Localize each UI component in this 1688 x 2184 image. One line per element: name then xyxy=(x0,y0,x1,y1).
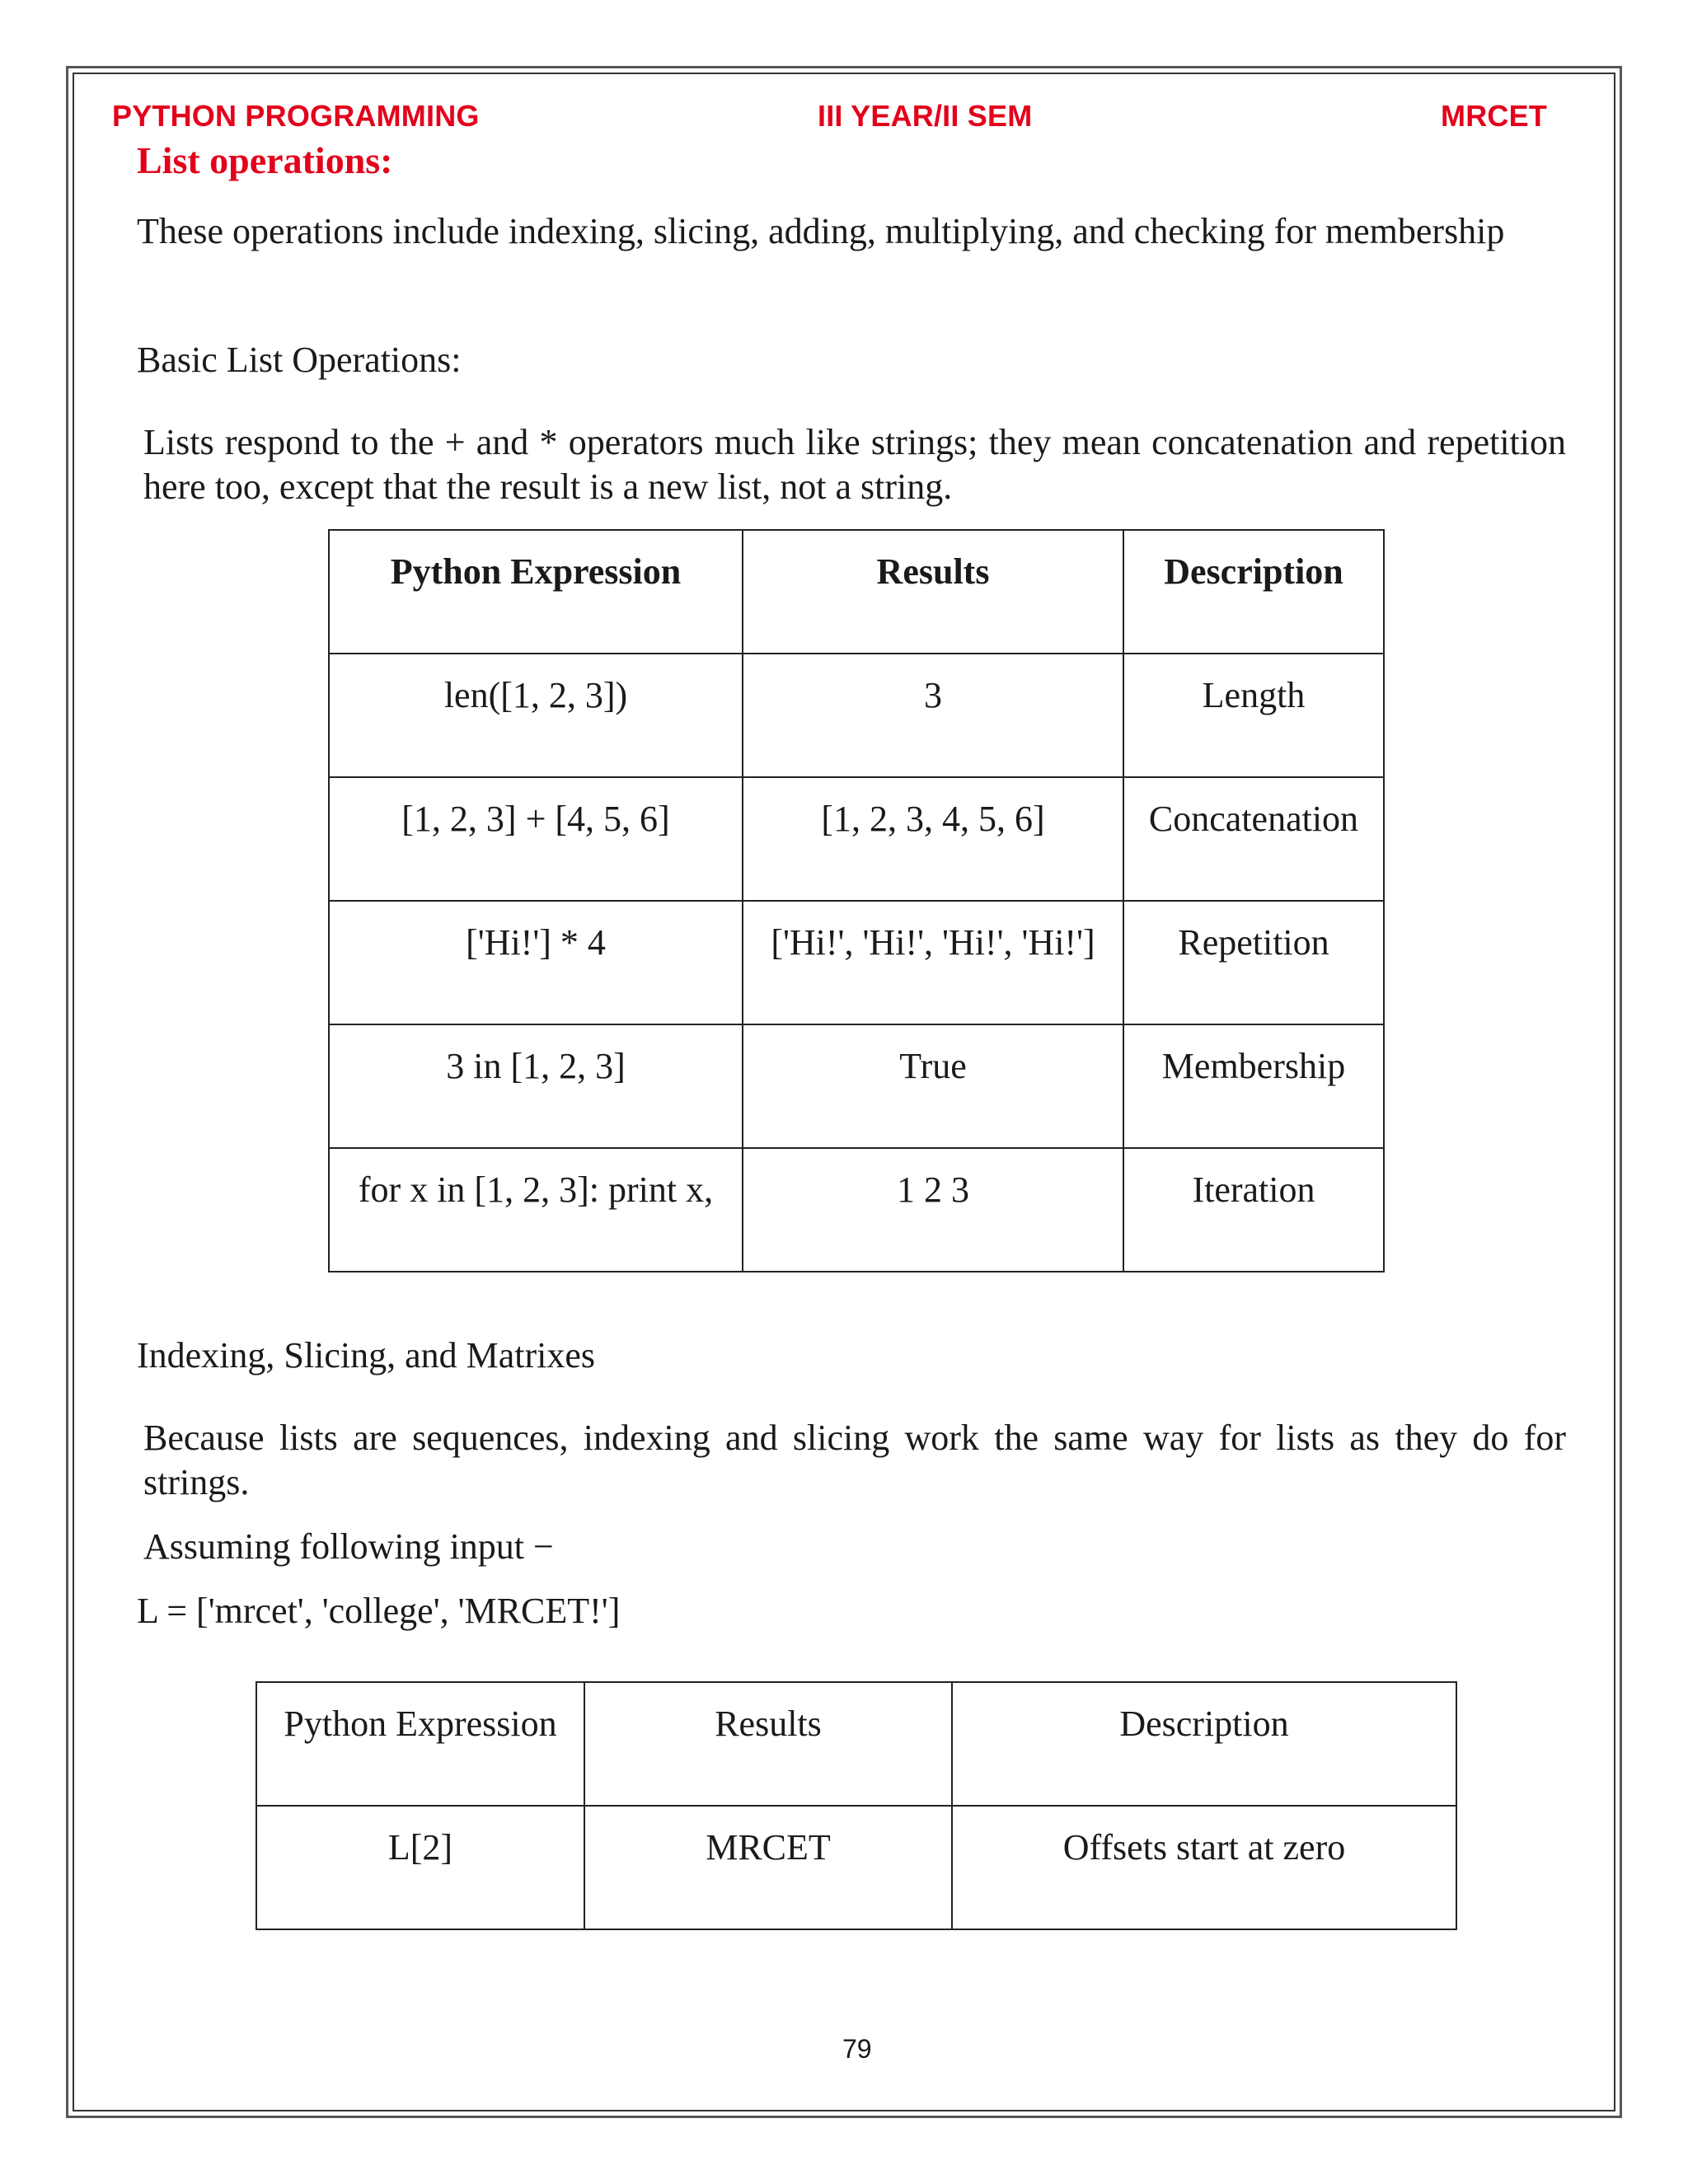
table-row xyxy=(329,654,1384,777)
input-list-line: L = ['mrcet', 'college', 'MRCET!'] xyxy=(137,1591,621,1631)
basic-operations-heading: Basic List Operations: xyxy=(137,340,462,380)
table-cell: 1 2 3 xyxy=(743,1148,1123,1272)
section-title: List operations: xyxy=(137,139,393,181)
table-row xyxy=(329,1024,1384,1148)
header-cell-expression: Python Expression xyxy=(329,530,743,654)
table-cell: 3 xyxy=(743,654,1123,777)
header-institution: MRCET xyxy=(1441,99,1547,133)
header-course-title: PYTHON PROGRAMMING xyxy=(112,99,480,133)
table-row xyxy=(329,777,1384,901)
basic-operations-table xyxy=(328,529,1385,1272)
header-cell-results: Results xyxy=(584,1682,952,1806)
table-header-row xyxy=(256,1682,1456,1806)
table-cell: [1, 2, 3] + [4, 5, 6] xyxy=(329,777,743,901)
table-cell: Offsets start at zero xyxy=(952,1806,1456,1929)
indexing-heading: Indexing, Slicing, and Matrixes xyxy=(137,1335,596,1376)
table-cell: Concatenation xyxy=(1123,777,1384,901)
page-number: 79 xyxy=(842,2034,872,2064)
table-cell: ['Hi!'] * 4 xyxy=(329,901,743,1024)
table-header-row xyxy=(329,530,1384,654)
header-year-sem: III YEAR/II SEM xyxy=(818,99,1033,133)
table-cell: True xyxy=(743,1024,1123,1148)
table-cell: for x in [1, 2, 3]: print x, xyxy=(329,1148,743,1272)
indexing-table xyxy=(256,1681,1457,1930)
indexing-description: Because lists are sequences, indexing and slicing work the same way for lists as they do for strings. xyxy=(143,1418,1566,1502)
header-cell-description: Description xyxy=(1123,530,1384,654)
table-cell: 3 in [1, 2, 3] xyxy=(329,1024,743,1148)
table-cell: L[2] xyxy=(256,1806,584,1929)
table-cell: [1, 2, 3, 4, 5, 6] xyxy=(743,777,1123,901)
assuming-input-text: Assuming following input − xyxy=(143,1526,554,1567)
header-cell-description: Description xyxy=(952,1682,1456,1806)
table-cell: Length xyxy=(1123,654,1384,777)
table-cell: Repetition xyxy=(1123,901,1384,1024)
table-cell: Membership xyxy=(1123,1024,1384,1148)
table-cell: Iteration xyxy=(1123,1148,1384,1272)
header-cell-results: Results xyxy=(743,530,1123,654)
table-cell: len([1, 2, 3]) xyxy=(329,654,743,777)
table-row xyxy=(329,901,1384,1024)
intro-paragraph: These operations include indexing, slicing, adding, multiplying, and checking for membership xyxy=(137,211,1505,251)
table-cell: ['Hi!', 'Hi!', 'Hi!', 'Hi!'] xyxy=(743,901,1123,1024)
header-cell-expression: Python Expression xyxy=(256,1682,584,1806)
table-row xyxy=(329,1148,1384,1272)
table-cell: MRCET xyxy=(584,1806,952,1929)
table-row xyxy=(256,1806,1456,1929)
basic-operations-description: Lists respond to the + and * operators much like strings; they mean concatenation and repetition here too, except that the result is a new list, not a string. xyxy=(143,422,1566,507)
